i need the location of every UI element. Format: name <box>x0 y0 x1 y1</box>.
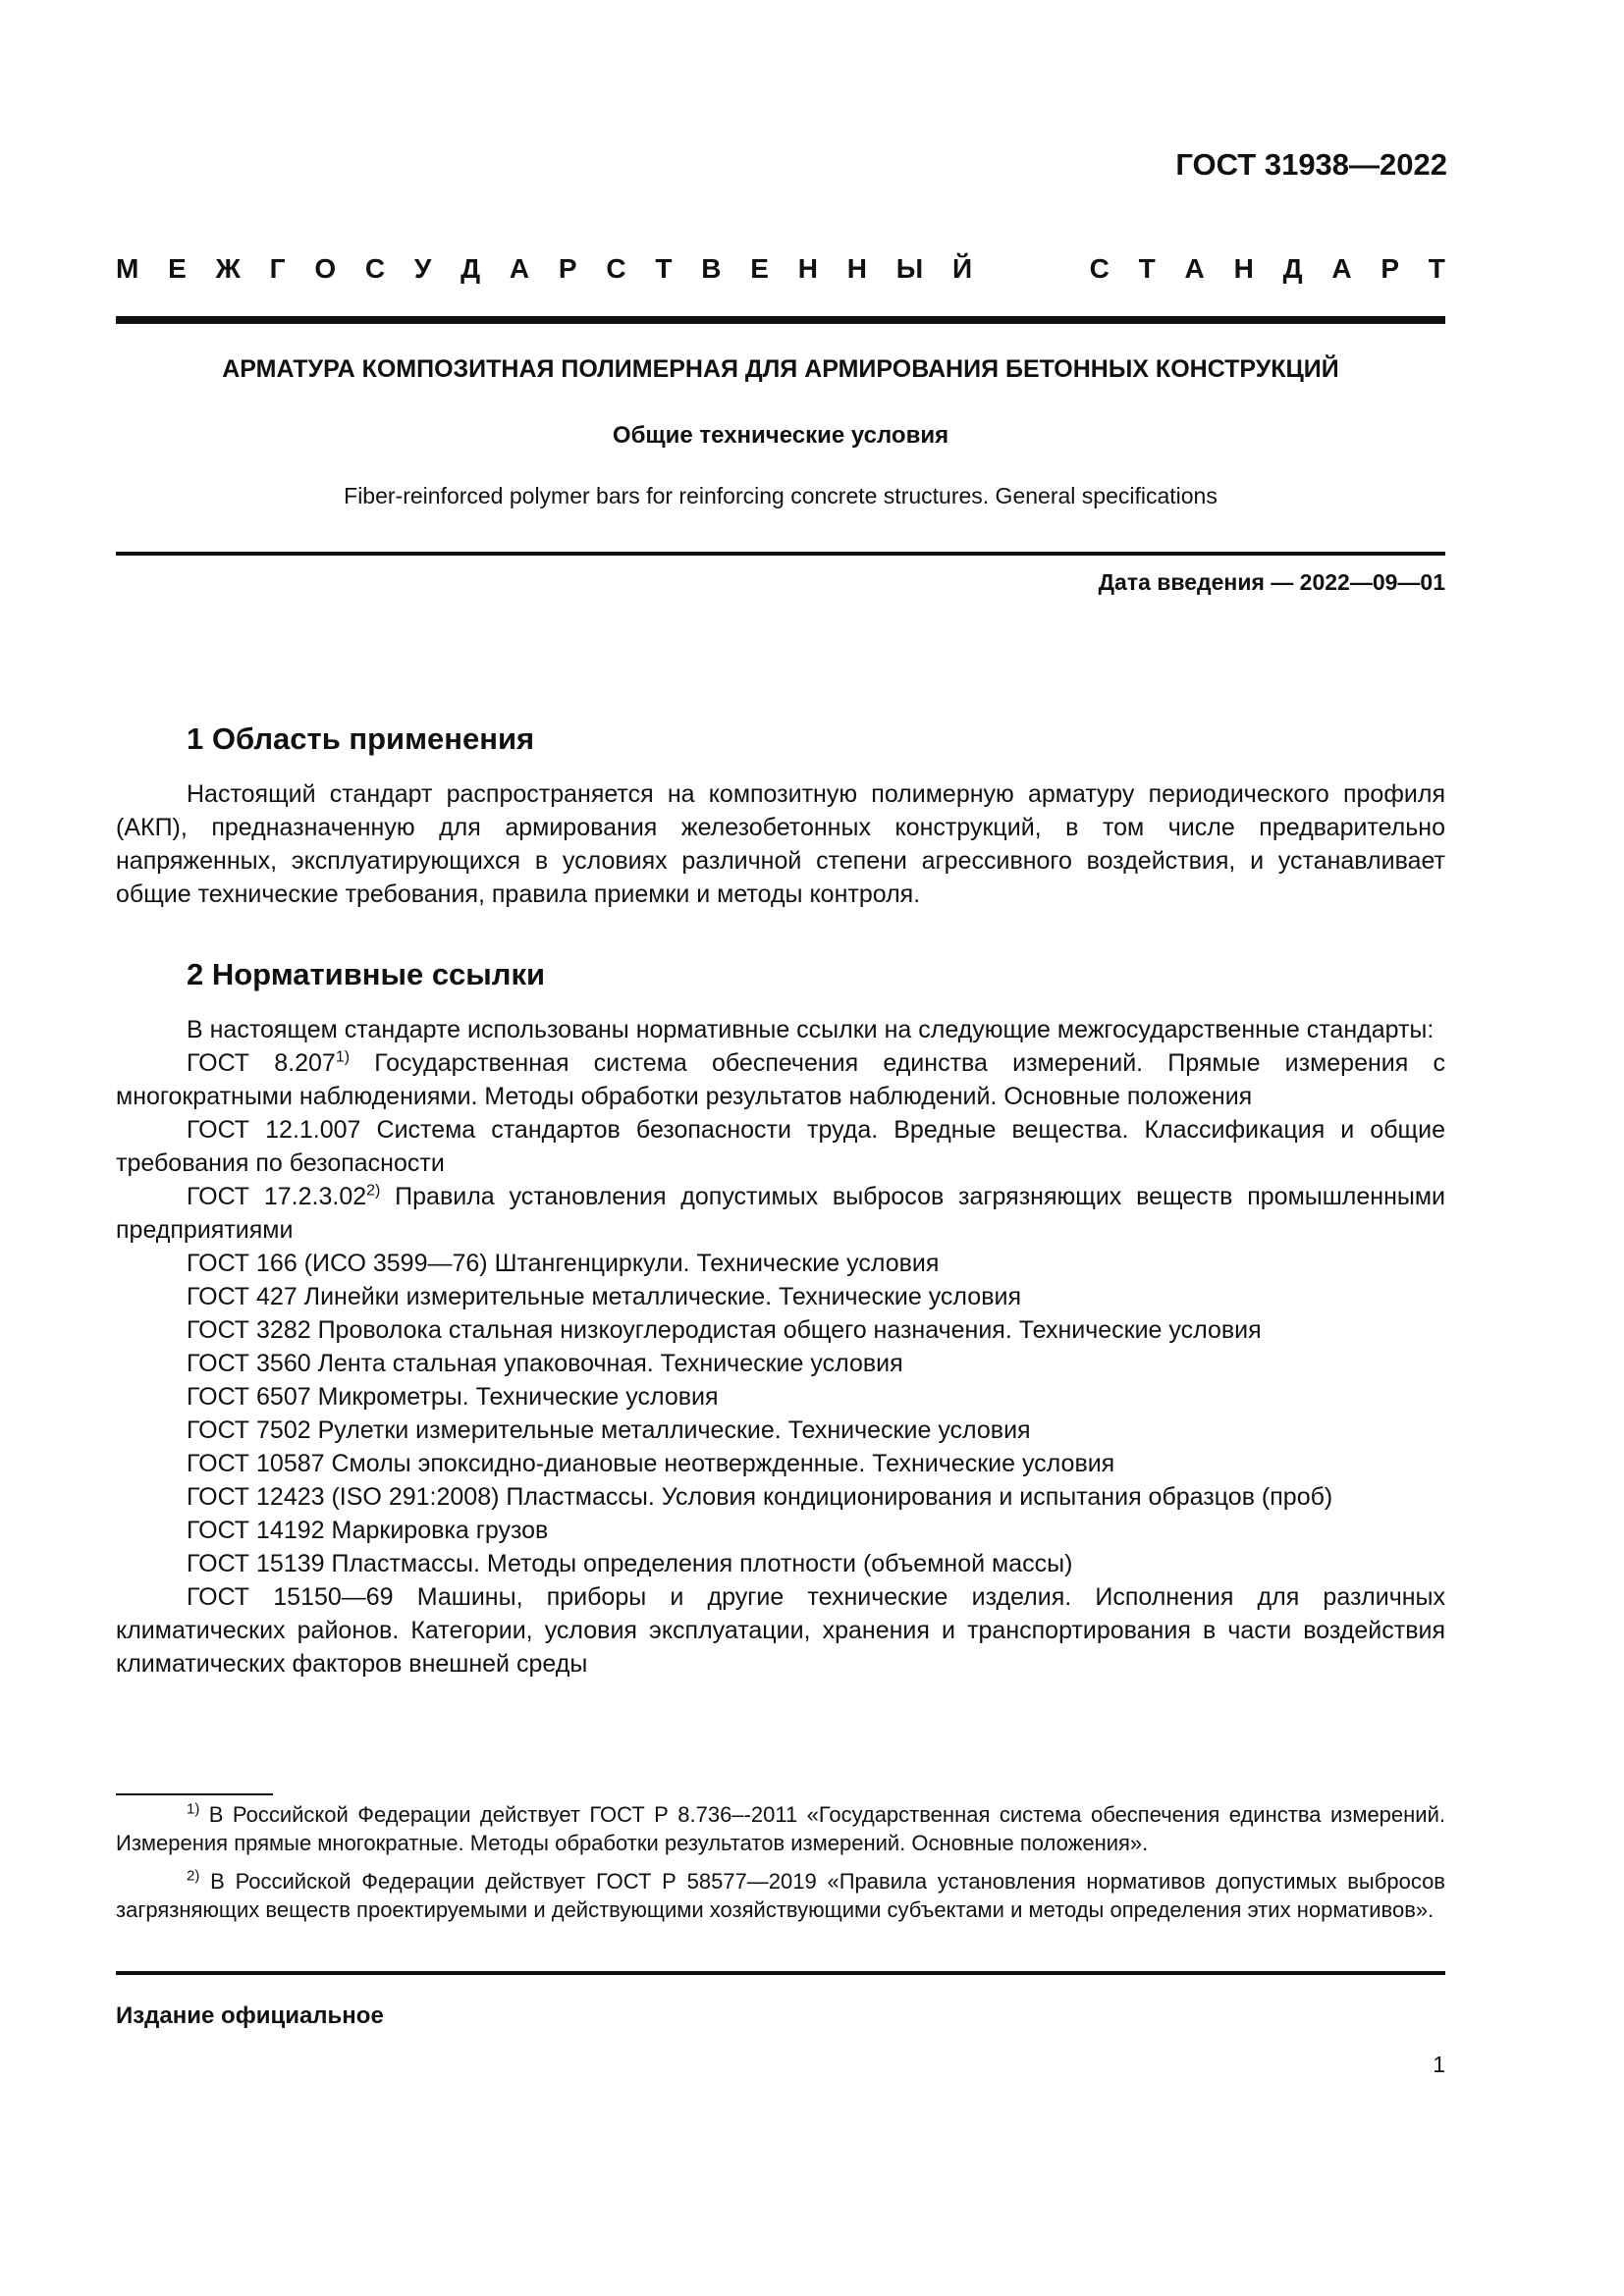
series-letter: Н <box>846 253 867 284</box>
reference-item <box>116 1447 1445 1480</box>
section-2-body <box>116 1013 1445 1681</box>
document-title: АРМАТУРА КОМПОЗИТНАЯ ПОЛИМЕРНАЯ ДЛЯ АРМИРОВАНИЯ БЕТОННЫХ КОНСТРУКЦИЙ <box>222 355 1339 383</box>
series-letter: Н <box>1233 253 1254 284</box>
reference-code: ГОСТ 10587 <box>187 1450 325 1477</box>
series-gap <box>1001 253 1060 285</box>
reference-code: ГОСТ 15139 <box>187 1550 325 1577</box>
reference-item <box>116 1113 1445 1180</box>
reference-code: ГОСТ 14192 <box>187 1517 325 1544</box>
series-title <box>116 253 1445 285</box>
footnote-mark: 2) <box>187 1867 200 1885</box>
section-1-paragraph: Настоящий стандарт распространяется на композитную полимерную арматуру периодического профиля (АКП), предназначенную для армирования железобетонных конструкций, в том числе предварительно напряженных, эксплуатирующихся в условиях различной степени агрессивного воздействия, и устанавливает общие технические требования, правила приемки и методы контроля. <box>116 780 1445 908</box>
document-subtitle: Общие технические условия <box>612 422 949 449</box>
reference-item <box>116 1347 1445 1380</box>
reference-code: ГОСТ 12423 (ISO 291:2008) <box>187 1483 500 1511</box>
footnote-marker: 2) <box>366 1182 381 1200</box>
series-letter: В <box>701 253 722 284</box>
series-letter: Т <box>1138 253 1156 284</box>
reference-title: Машины, приборы и другие технические изделия. Исполнения для различных климатических районов. Категории, условия эксплуатации, хранения и транспортирования в части воздействия климатических факторов внешней среды <box>116 1583 1445 1678</box>
reference-code: ГОСТ 3282 <box>187 1316 311 1344</box>
reference-title: Микрометры. Технические условия <box>310 1383 719 1411</box>
section-2-heading: 2 Нормативные ссылки <box>187 957 546 991</box>
series-letter: Й <box>951 253 973 284</box>
series-letter: Т <box>655 253 673 284</box>
reference-title: Проволока стальная низкоуглеродистая общего назначения. Технические условия <box>310 1316 1262 1344</box>
reference-code: ГОСТ 17.2.3.02 <box>187 1183 367 1210</box>
introduction-date: Дата введения — 2022—09—01 <box>1098 569 1445 595</box>
reference-code: ГОСТ 12.1.007 <box>187 1116 361 1144</box>
series-letter: Р <box>1380 253 1400 284</box>
footer-rule <box>116 1971 1445 1975</box>
series-letter: Д <box>1282 253 1303 284</box>
title-rule <box>116 552 1445 556</box>
reference-code: ГОСТ 7502 <box>187 1416 311 1444</box>
series-letter: Е <box>168 253 187 284</box>
series-letter: О <box>314 253 337 284</box>
series-letter: А <box>1331 253 1352 284</box>
series-letter: А <box>509 253 530 284</box>
reference-item <box>116 1313 1445 1347</box>
reference-title: Штангенциркули. Технические условия <box>487 1250 940 1277</box>
series-letter: С <box>606 253 626 284</box>
reference-code: ГОСТ 3560 <box>187 1350 311 1377</box>
reference-item <box>116 1247 1445 1280</box>
reference-title: Государственная система обеспечения единства измерений. Прямые измерения с многократными наблюдениями. Методы обработки результатов наблюдений. Основные положения <box>116 1049 1445 1110</box>
reference-title: Правила установления допустимых выбросов загрязняющих веществ промышленными предприятиями <box>116 1183 1446 1244</box>
reference-item <box>116 1046 1445 1113</box>
reference-title: Маркировка грузов <box>324 1517 549 1544</box>
series-letter: Г <box>269 253 286 284</box>
document-number: ГОСТ 31938—2022 <box>1175 147 1447 182</box>
reference-title: Пластмассы. Методы определения плотности (объемной массы) <box>324 1550 1073 1577</box>
section-2-intro: В настоящем стандарте использованы нормативные ссылки на следующие межгосударственные стандарты: <box>187 1016 1435 1043</box>
reference-item <box>116 1480 1445 1514</box>
reference-item <box>116 1414 1445 1447</box>
series-letter: С <box>364 253 386 284</box>
reference-item <box>116 1547 1445 1580</box>
series-letter: Ы <box>895 253 924 284</box>
reference-code: ГОСТ 427 <box>187 1283 298 1310</box>
reference-item <box>116 1280 1445 1313</box>
reference-title: Рулетки измерительные металлические. Технические условия <box>310 1416 1031 1444</box>
series-letter: Т <box>1428 253 1445 284</box>
series-letter: Р <box>558 253 577 284</box>
reference-title: Пластмассы. Условия кондиционирования и испытания образцов (проб) <box>499 1483 1333 1511</box>
footnote-rule <box>116 1793 273 1795</box>
footnote <box>116 1800 1445 1857</box>
reference-title: Линейки измерительные металлические. Технические условия <box>297 1283 1021 1310</box>
reference-item <box>116 1580 1445 1681</box>
reference-code: ГОСТ 15150—69 <box>187 1583 394 1611</box>
series-letter: М <box>116 253 139 284</box>
reference-item <box>116 1380 1445 1414</box>
header-rule <box>116 316 1445 324</box>
reference-item <box>116 1514 1445 1547</box>
series-letter: А <box>1184 253 1205 284</box>
series-letter: С <box>1089 253 1110 284</box>
footnote <box>116 1867 1445 1924</box>
reference-title: Система стандартов безопасности труда. Вредные вещества. Классификация и общие требования по безопасности <box>116 1116 1445 1177</box>
footnotes <box>116 1800 1445 1934</box>
series-letter: Д <box>460 253 481 284</box>
series-letter: Н <box>797 253 818 284</box>
footnote-mark: 1) <box>187 1800 200 1818</box>
reference-title: Лента стальная упаковочная. Технические условия <box>310 1350 903 1377</box>
page-number: 1 <box>1433 2052 1445 2077</box>
english-title: Fiber-reinforced polymer bars for reinforcing concrete structures. General specifications <box>344 483 1218 508</box>
footnote-text: В Российской Федерации действует ГОСТ Р 8.736–-2011 «Государственная система обеспечения единства измерений. Измерения прямые многократные. Методы обработки результатов измерений. Основные положения». <box>116 1802 1445 1855</box>
reference-code: ГОСТ 8.207 <box>187 1049 336 1077</box>
reference-item <box>116 1180 1445 1247</box>
reference-title: Смолы эпоксидно-диановые неотвержденные. Технические условия <box>324 1450 1115 1477</box>
reference-list <box>116 1046 1445 1681</box>
footnote-marker: 1) <box>335 1048 351 1066</box>
section-1-body <box>116 777 1445 911</box>
reference-code: ГОСТ 166 (ИСО 3599—76) <box>187 1250 488 1277</box>
series-letter: Ж <box>215 253 241 284</box>
series-letter: У <box>413 253 432 284</box>
edition-label: Издание официальное <box>116 2002 384 2029</box>
reference-code: ГОСТ 6507 <box>187 1383 311 1411</box>
section-1-heading: 1 Область применения <box>187 721 535 756</box>
series-letter: Е <box>750 253 769 284</box>
footnote-text: В Российской Федерации действует ГОСТ Р 58577—2019 «Правила установления нормативов допустимых выбросов загрязняющих веществ проектируемыми и действующими хозяйствующими субъектами и методы определения этих нормативов». <box>116 1869 1445 1922</box>
